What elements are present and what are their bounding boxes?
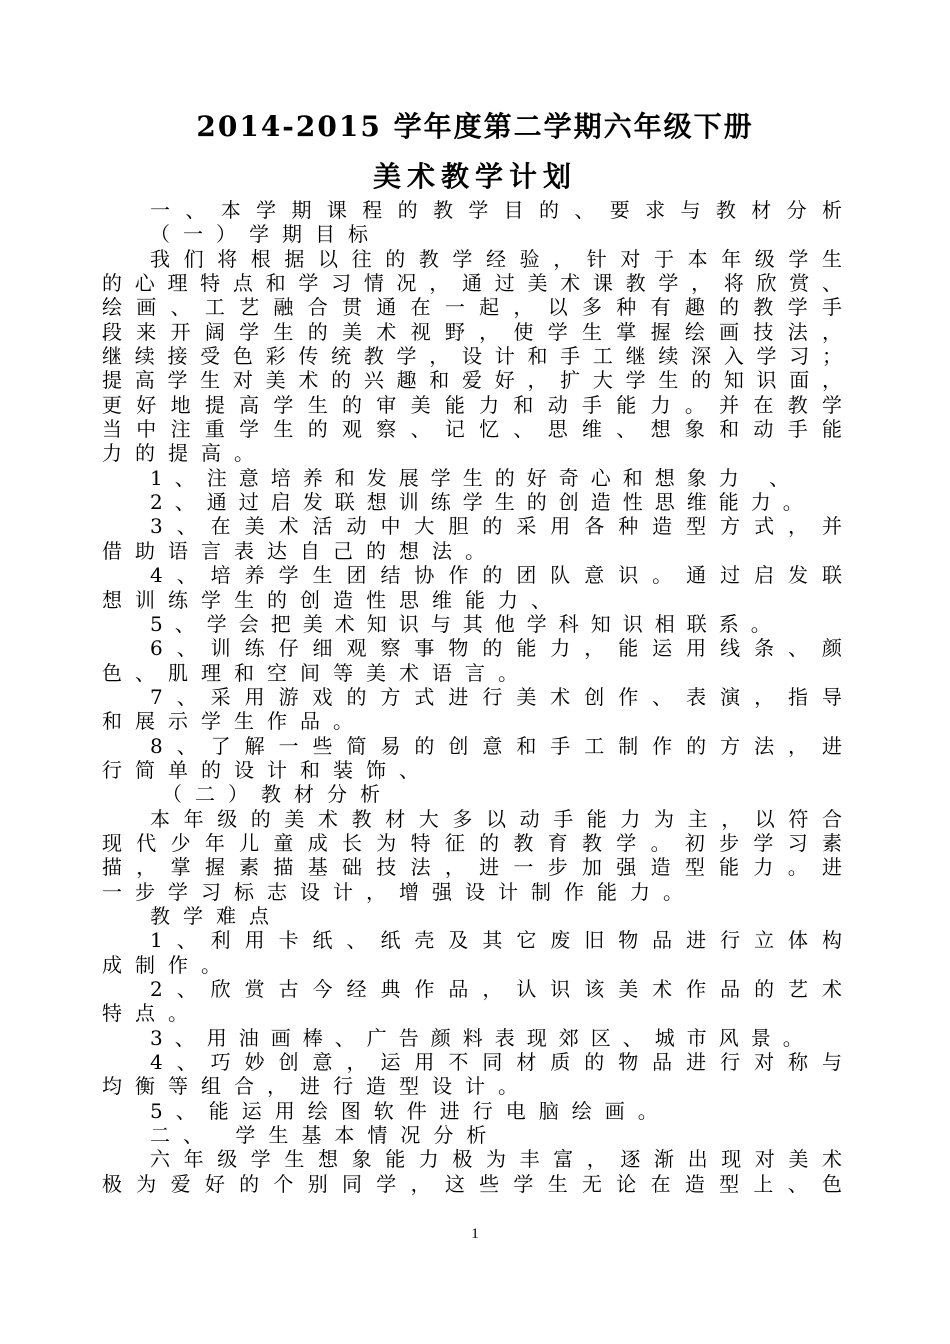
text-line: 本年级的美术教材大多以动手能力为主，以符合	[150, 806, 842, 831]
text-line: 一步学习标志设计，增强设计制作能力。	[102, 879, 696, 904]
text-line: 段来开阔学生的美术视野，使学生掌握绘画技法，	[102, 319, 842, 344]
subsection-heading: （二）教材分析	[162, 782, 393, 807]
text-line: 行简单的设计和装饰、	[102, 757, 432, 782]
document-title-line2: 美术教学计划	[372, 160, 577, 193]
text-line: 提高学生对美术的兴趣和爱好，扩大学生的知识面，	[102, 368, 842, 393]
text-line: 我们将根据以往的教学经验，针对于本年级学生	[150, 246, 842, 271]
section-heading: 二、 学生基本情况分析	[150, 1123, 500, 1148]
text-line: 成制作。	[102, 952, 234, 977]
text-line: 和展示学生作品。	[102, 709, 366, 734]
list-item: 7、采用游戏的方式进行美术创作、表演，指导	[150, 684, 842, 709]
text-line: 当中注重学生的观察、记忆、思维、想象和动手能	[102, 417, 842, 442]
text-line: 更好地提高学生的审美能力和动手能力。并在教学	[102, 392, 842, 417]
list-item: 5、能运用绘图软件进行电脑绘画。	[150, 1098, 671, 1123]
text-line: 想训练学生的创造性思维能力、	[102, 587, 564, 612]
list-item: 3、用油画棒、广告颜料表现郊区、城市风景。	[150, 1025, 815, 1050]
text-line: 绘画、工艺融合贯通在一起，以多种有趣的教学手	[102, 295, 842, 320]
list-item: 2、通过启发联想训练学生的创造性思维能力。	[150, 490, 815, 515]
text-line: 六年级学生想象能力极为丰富，逐渐出现对美术	[150, 1147, 842, 1172]
list-item: 1、利用卡纸、纸壳及其它废旧物品进行立体构	[150, 928, 842, 953]
list-item: 8、了解一些简易的创意和手工制作的方法，进	[150, 733, 842, 758]
list-item: 2、欣赏古今经典作品，认识该美术作品的艺术	[150, 977, 842, 1001]
text-line: 极为爱好的个别同学，这些学生无论在造型上、色	[102, 1171, 842, 1196]
text-line: 现代少年儿童成长为特征的教育教学。初步学习素	[102, 830, 842, 855]
list-item: 6、训练仔细观察事物的能力，能运用线条、颜	[150, 636, 842, 661]
list-item: 4、培养学生团结协作的团队意识。通过启发联	[150, 563, 842, 588]
text-line: 继续接受色彩传统教学，设计和手工继续深入学习；	[102, 344, 842, 369]
subsection-heading: （一）学期目标	[150, 222, 381, 247]
list-item: 4、巧妙创意，运用不同材质的物品进行对称与	[150, 1050, 842, 1075]
list-item: 3、在美术活动中大胆的采用各种造型方式，并	[150, 514, 842, 539]
document-title-line1: 2014-2015 学年度第二学期六年级下册	[196, 110, 754, 143]
text-line: 特点。	[102, 1001, 201, 1026]
subsection-heading: 教学难点	[150, 903, 282, 928]
text-line: 色、肌理和空间等美术语言。	[102, 660, 531, 685]
list-item: 1、注意培养和发展学生的好奇心和想象力 、	[150, 465, 802, 490]
text-line: 描，掌握素描基础技法，进一步加强造型能力。进	[102, 855, 842, 880]
section-heading: 一、本学期课程的教学目的、要求与教材分析	[150, 198, 842, 222]
text-line: 借助语言表达自己的想法。	[102, 538, 498, 563]
document-body	[102, 198, 842, 1196]
page-number: 1	[471, 1226, 479, 1242]
text-line: 的心理特点和学习情况，通过美术课教学，将欣赏、	[102, 271, 842, 296]
text-line: 力的提高。	[102, 441, 267, 466]
text-line: 均衡等组合，进行造型设计。	[102, 1074, 531, 1099]
list-item: 5、学会把美术知识与其他学科知识相联系。	[150, 611, 783, 636]
